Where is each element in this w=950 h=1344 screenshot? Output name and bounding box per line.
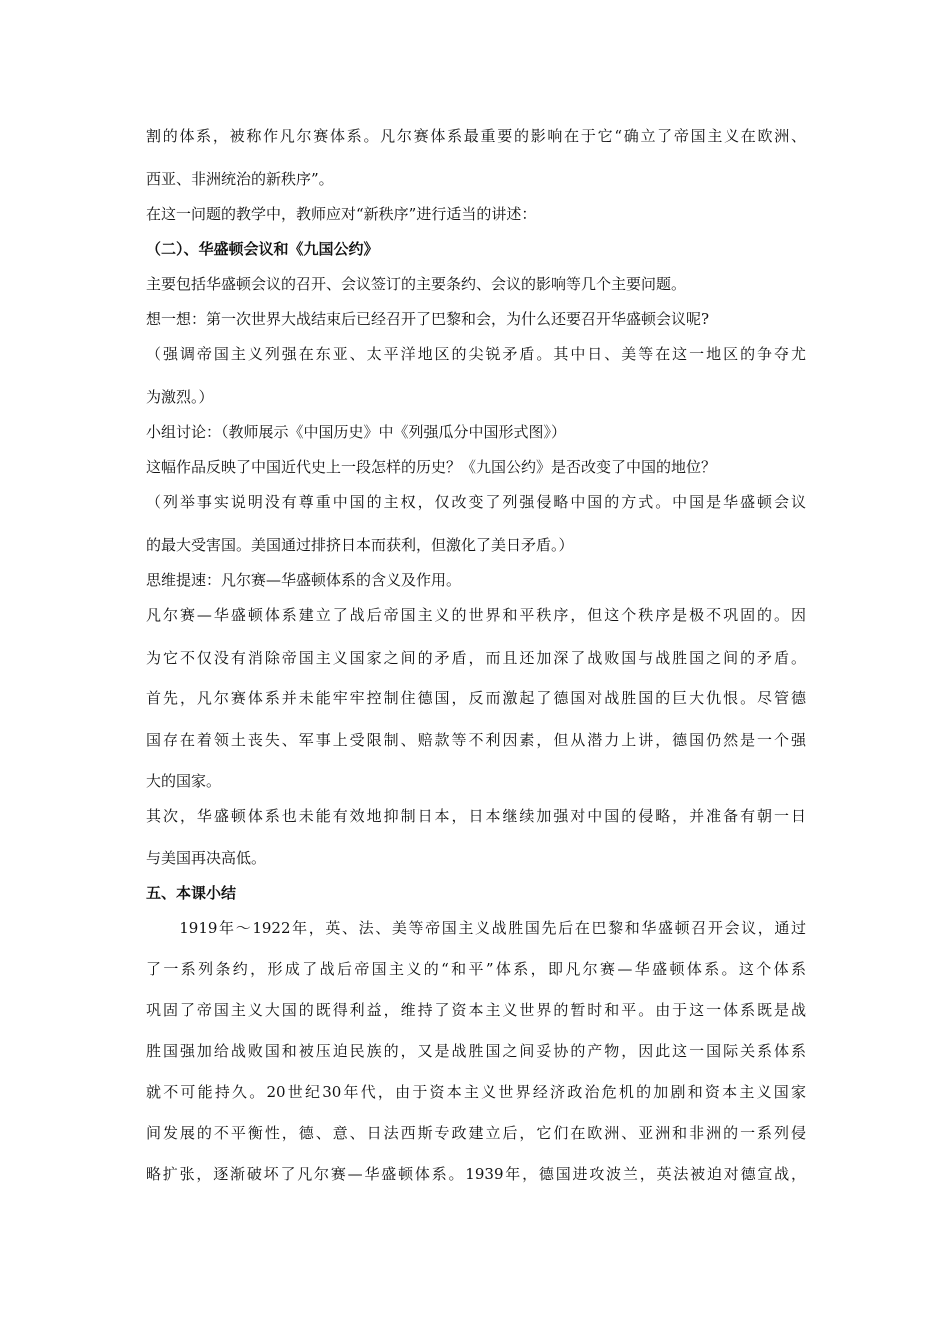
text-line: 间发展的不平衡性，德、意、日法西斯专政建立后，它们在欧洲、亚洲和非洲的一系列侵 — [146, 1124, 806, 1142]
text-line: 胜国强加给战败国和被压迫民族的，又是战胜国之间妥协的产物，因此这一国际关系体系 — [146, 1042, 806, 1060]
text-line: 其次，华盛顿体系也未能有效地抑制日本，日本继续加强对中国的侵略，并准备有朝一日 — [146, 807, 806, 825]
text-line: 略扩张，逐渐破坏了凡尔赛—华盛顿体系。1939年，德国进攻波兰，英法被迫对德宣战， — [146, 1165, 806, 1183]
text-line: 小组讨论：（教师展示《中国历史》中《列强瓜分中国形式图》） — [146, 423, 567, 441]
text-line: 就不可能持久。20世纪30年代，由于资本主义世界经济政治危机的加剧和资本主义国家 — [146, 1083, 806, 1101]
text-line: 在这一问题的教学中，教师应对“新秩序”进行适当的讲述： — [146, 205, 537, 223]
text-line: 首先，凡尔赛体系并未能牢牢控制住德国，反而激起了德国对战胜国的巨大仇恨。尽管德 — [146, 689, 806, 707]
text-line: （列举事实说明没有尊重中国的主权，仅改变了列强侵略中国的方式。中国是华盛顿会议 — [146, 493, 806, 511]
text-line: 思维提速：凡尔赛—华盛顿体系的含义及作用。 — [146, 571, 462, 589]
text-line: 这幅作品反映了中国近代史上一段怎样的历史？《九国公约》是否改变了中国的地位？ — [146, 458, 717, 476]
text-line: 割的体系，被称作凡尔赛体系。凡尔赛体系最重要的影响在于它“确立了帝国主义在欧洲、 — [146, 127, 806, 145]
text-line: 为激烈。） — [146, 388, 214, 406]
text-line: 为它不仅没有消除帝国主义国家之间的矛盾，而且还加深了战败国与战胜国之间的矛盾。 — [146, 649, 806, 667]
text-line: 凡尔赛—华盛顿体系建立了战后帝国主义的世界和平秩序，但这个秩序是极不巩固的。因 — [146, 606, 806, 624]
section-heading: （二）、华盛顿会议和《九国公约》 — [146, 240, 379, 258]
text-line: 西亚、非洲统治的新秩序”。 — [146, 170, 334, 188]
text-line: 的最大受害国。美国通过排挤日本而获利，但激化了美日矛盾。） — [146, 536, 574, 554]
text-line: 1919年～1922年，英、法、美等帝国主义战胜国先后在巴黎和华盛顿召开会议，通过 — [146, 919, 806, 937]
text-line: 巩固了帝国主义大国的既得利益，维持了资本主义世界的暂时和平。由于这一体系既是战 — [146, 1001, 806, 1019]
text-line: 了一系列条约，形成了战后帝国主义的“和平”体系，即凡尔赛—华盛顿体系。这个体系 — [146, 960, 806, 978]
text-line: 国存在着领土丧失、军事上受限制、赔款等不利因素，但从潜力上讲，德国仍然是一个强 — [146, 731, 806, 749]
text-line: 与美国再决高低。 — [146, 849, 267, 867]
text-line: 想一想：第一次世界大战结束后已经召开了巴黎和会，为什么还要召开华盛顿会议呢? — [146, 310, 710, 328]
text-line: （强调帝国主义列强在东亚、太平洋地区的尖锐矛盾。其中日、美等在这一地区的争夺尤 — [146, 345, 806, 363]
text-line: 主要包括华盛顿会议的召开、会议签订的主要条约、会议的影响等几个主要问题。 — [146, 275, 687, 293]
section-heading: 五、本课小结 — [146, 884, 237, 902]
text-line: 大的国家。 — [146, 772, 222, 790]
